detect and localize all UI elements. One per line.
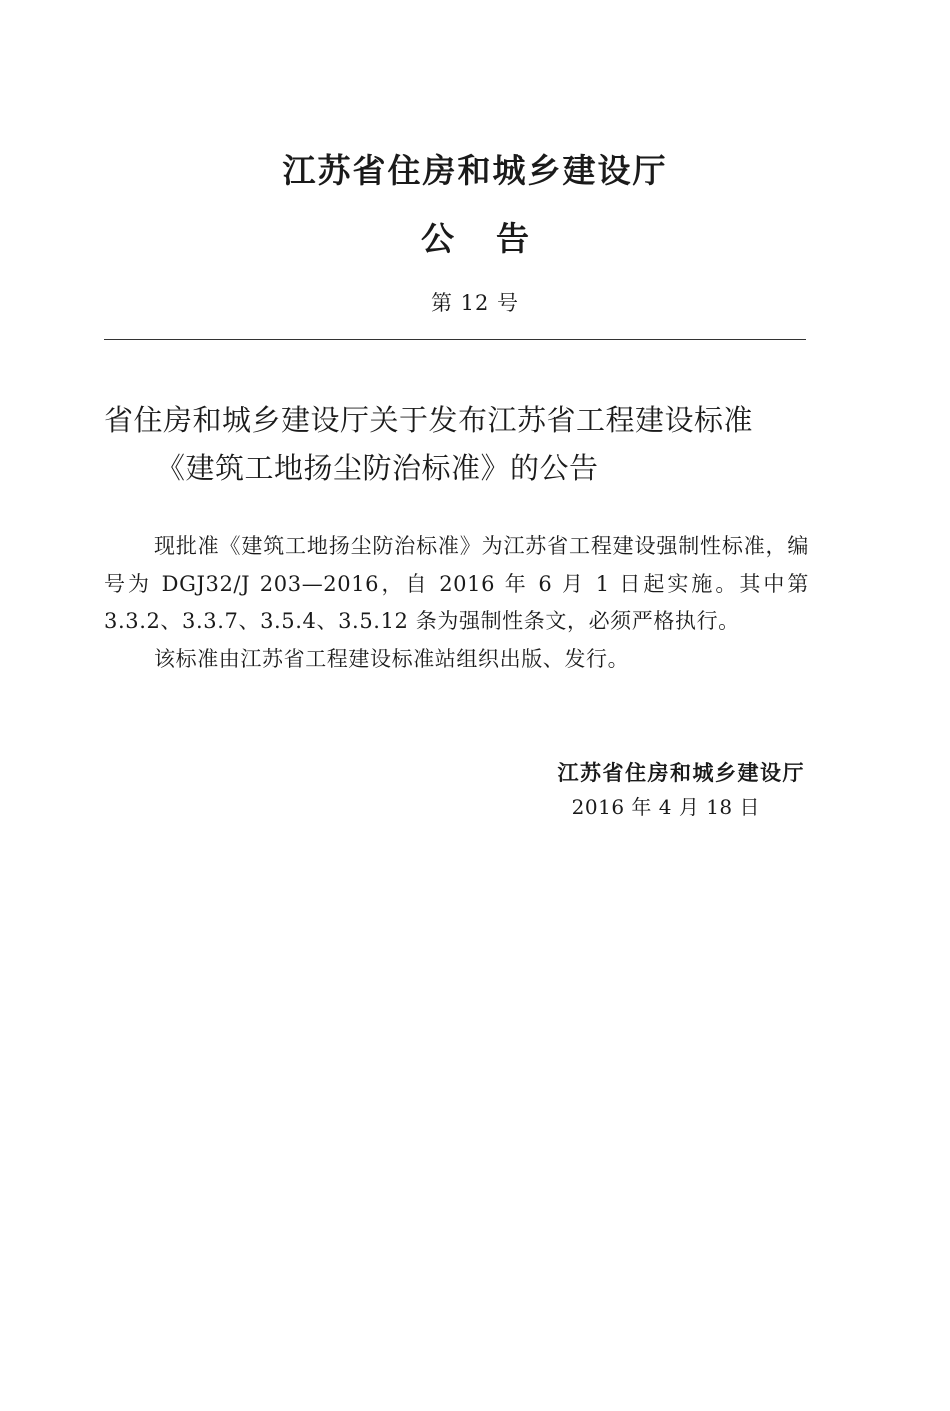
- notice-heading-line-1: 省住房和城乡建设厅关于发布江苏省工程建设标准: [104, 403, 754, 437]
- document-number: 第 12 号: [430, 291, 520, 315]
- header-divider: [104, 339, 806, 340]
- notice-body: [104, 528, 809, 678]
- signature-date: 2016 年 4 月 18 日: [571, 795, 760, 819]
- body-paragraph-publication: 该标准由江苏省工程建设标准站组织出版、发行。: [154, 646, 630, 671]
- issuer-title: 江苏省住房和城乡建设厅: [282, 151, 668, 190]
- notice-heading-line-2: 《建筑工地扬尘防治标准》的公告: [156, 451, 599, 485]
- body-paragraph-approval: 现批准《建筑工地扬尘防治标准》为江苏省工程建设强制性标准，编号为 DGJ32/J 203—2016，自 2016 年 6 月 1 日起实施。其中第 3.3.2、3.3.7、3.5.4、3.5.12 条为强制性条文，必须严格执行。: [104, 534, 809, 633]
- signature-issuer: 江苏省住房和城乡建设厅: [557, 761, 805, 785]
- signature-block: [558, 756, 806, 824]
- document-type: 公告: [421, 219, 571, 258]
- notice-heading: [104, 396, 824, 492]
